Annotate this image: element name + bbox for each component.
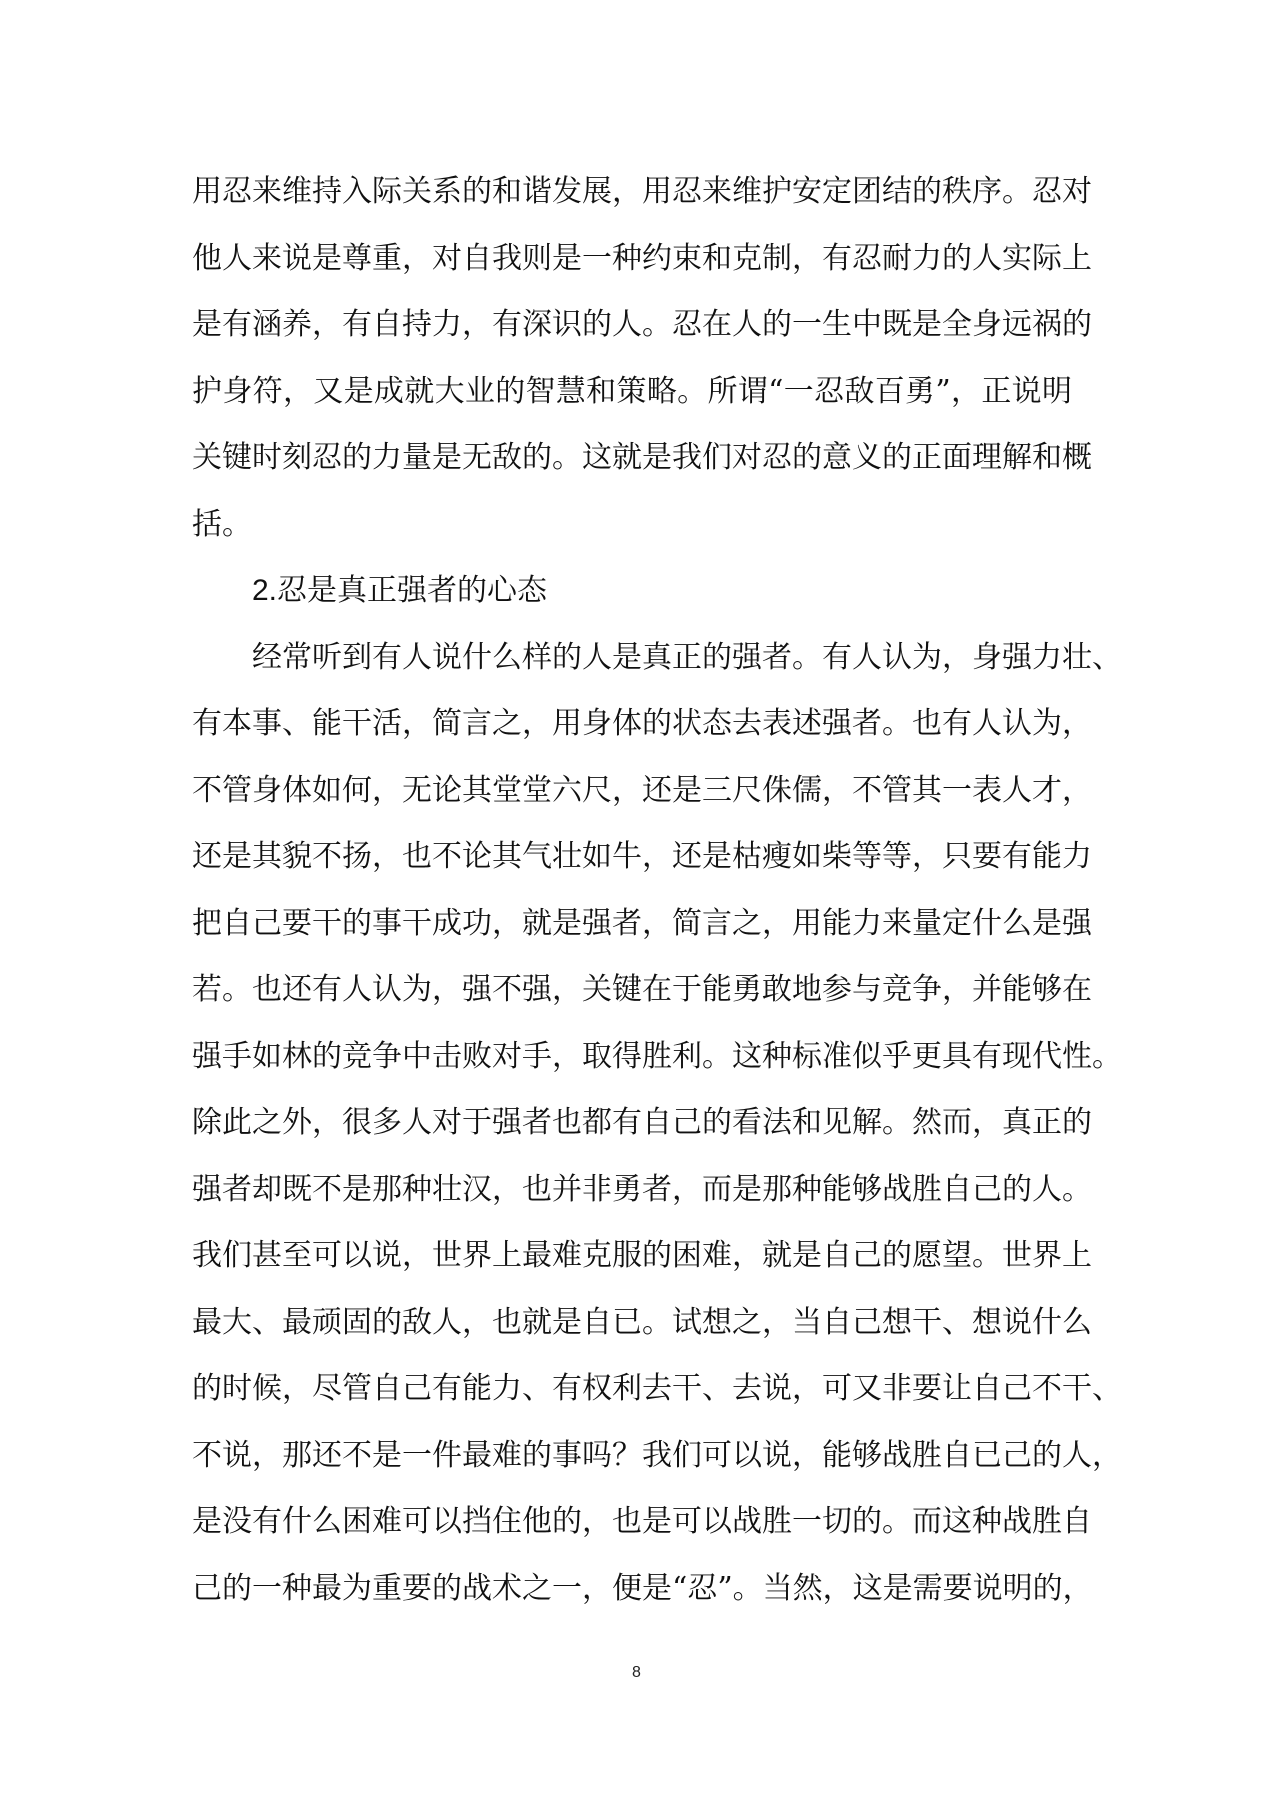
paragraph-line: 不说，那还不是一件最难的事吗？我们可以说，能够战胜自已己的人， [192,1437,1122,1473]
paragraph-line: 护身符，又是成就大业的智慧和策略。所谓“一忍敌百勇”，正说明 [192,373,1072,409]
paragraph-line: 己的一种最为重要的战术之一，便是“忍”。当然，这是需要说明的， [192,1570,1093,1606]
page-number: 8 [632,1664,641,1681]
paragraph-1 [192,159,1092,558]
section-heading-text: 忍是真正强者的心态 [277,573,548,608]
paragraph-line: 不管身体如何，无论其堂堂六尺，还是三尺侏儒，不管其一表人才， [192,772,1092,808]
section-heading-number: 2. [252,574,278,607]
paragraph-line: 除此之外，很多人对于强者也都有自己的看法和见解。然而，真正的 [192,1105,1092,1140]
paragraph-line: 强手如林的竞争中击败对手，取得胜利。这种标准似乎更具有现代性。 [192,1038,1122,1074]
paragraph-line: 他人来说是尊重，对自我则是一种约束和克制，有忍耐力的人实际上 [192,240,1092,276]
paragraph-line: 把自己要干的事干成功，就是强者，简言之，用能力来量定什么是强 [192,905,1092,941]
paragraph-line: 我们甚至可以说，世界上最难克服的困难，就是自己的愿望。世界上 [192,1238,1092,1273]
page-body [192,159,1122,1622]
paragraph-line: 最大、最顽固的敌人，也就是自已。试想之，当自己想干、想说什么 [192,1304,1092,1340]
section-heading [192,558,1072,625]
paragraph-line: 用忍来维持入际关系的和谐发展，用忍来维护安定团结的秩序。忍对 [192,174,1092,209]
paragraph-line: 若。也还有人认为，强不强，关键在于能勇敢地参与竞争，并能够在 [192,972,1092,1007]
paragraph-line: 有本事、能干活，简言之，用身体的状态去表述强者。也有人认为， [192,706,1092,741]
paragraph-line: 的时候，尽管自己有能力、有权利去干、去说，可又非要让自己不干、 [192,1371,1122,1406]
paragraph-line: 括。 [192,506,252,542]
paragraph-2 [192,625,1122,1623]
paragraph-line: 强者却既不是那种壮汉，也并非勇者，而是那种能够战胜自己的人。 [192,1171,1092,1207]
paragraph-line: 关键时刻忍的力量是无敌的。这就是我们对忍的意义的正面理解和概 [192,440,1092,475]
paragraph-line: 是没有什么困难可以挡住他的，也是可以战胜一切的。而这种战胜自 [192,1504,1092,1539]
paragraph-line: 经常听到有人说什么样的人是真正的强者。有人认为，身强力壮、 [252,639,1122,675]
paragraph-line: 是有涵养，有自持力，有深识的人。忍在人的一生中既是全身远祸的 [192,307,1092,342]
paragraph-line: 还是其貌不扬，也不论其气壮如牛，还是枯瘦如柴等等，只要有能力 [192,839,1092,874]
